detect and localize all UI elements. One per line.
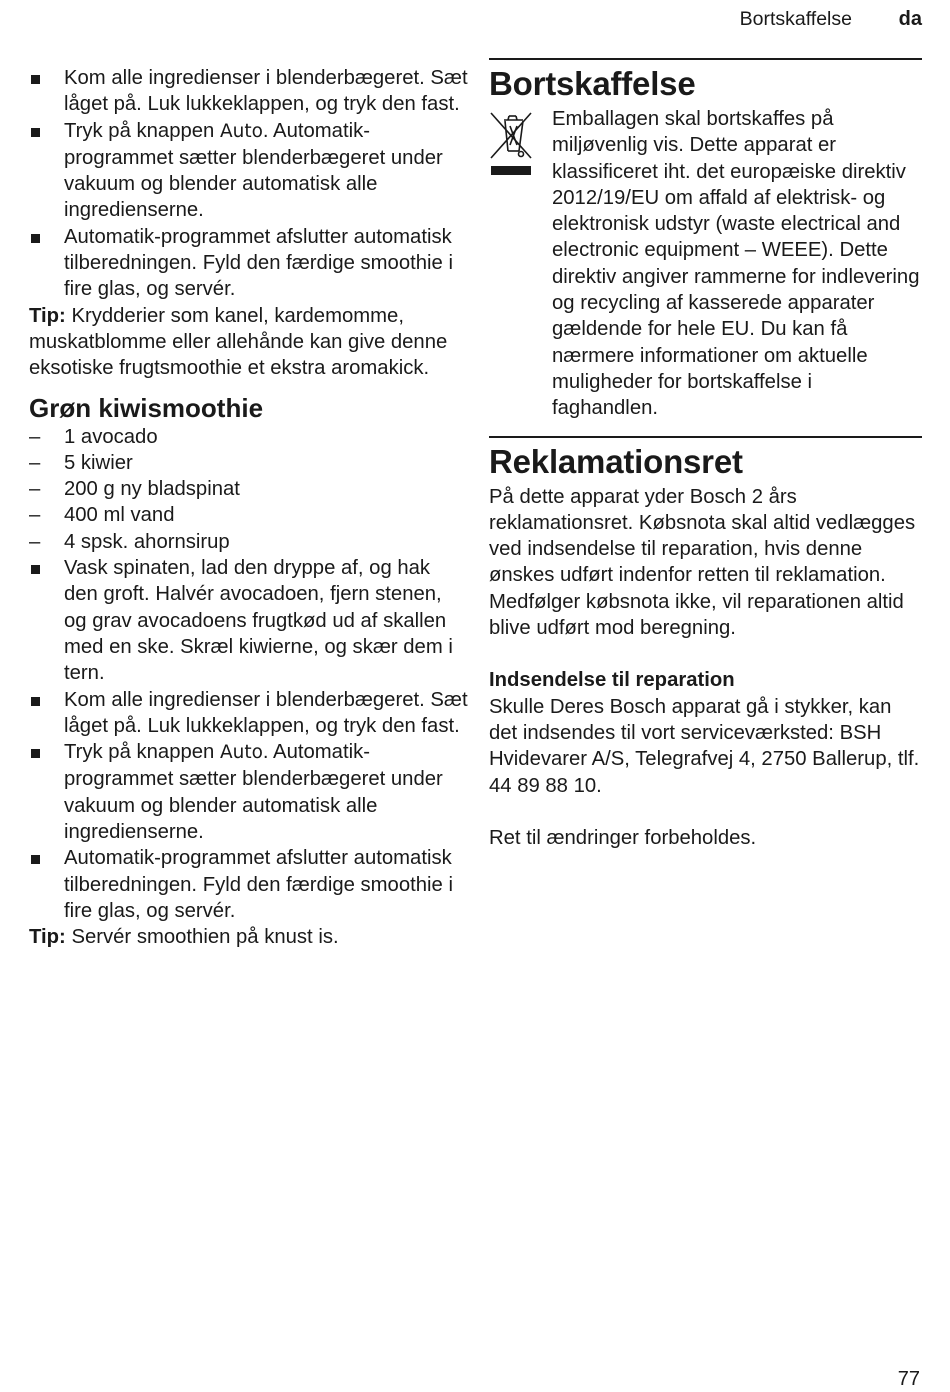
left-column [29,65,469,951]
tip-label: Tip: [29,926,66,949]
ingredient-item: – 4 spsk. ahornsirup [29,529,469,555]
disposal-block [489,106,922,422]
tip-label: Tip: [29,304,66,327]
disposal-text: Emballagen skal bortskaffes på miljøvenlig vis. Dette apparat er klassificeret iht. det europæiske direktiv 2012/19/EU om affald af elektrisk- og elektronisk udstyr (waste electrical and electronic equipment – WEEE). Dette direktiv angiver rammerne for indlevering og recycling af kasserede apparater gældende for hele EU. Du kan få nærmere informationer om aktuelle muligheder for bortskaffelse i faghandlen. [552,108,920,420]
running-header-section: Bortskaffelse [739,8,852,30]
ingredient-item: – 200 g ny bladspinat [29,476,469,502]
step-item-auto [29,118,469,224]
step-item: Vask spinaten, lad den dryppe af, og hak den groft. Halvér avocadoen, fjern stenen, og grav avocadoens frugtkød ud af skallen med en ske. Skræl kiwierne, og skær dem i tern. [29,555,469,686]
step-item: Kom alle ingredienser i blenderbægeret. Sæt låget på. Luk lukkeklappen, og tryk den fast. [29,687,469,740]
right-column [489,58,922,851]
step-text: Tryk på knappen [64,741,220,764]
ingredient-item: – 5 kiwier [29,450,469,476]
recipe-title: Grøn kiwismoothie [29,392,264,423]
ingredient-item: – 400 ml vand [29,502,469,528]
page-number: 77 [897,1368,920,1390]
auto-button-label: Auto [219,742,263,764]
warranty-text: På dette apparat yder Bosch 2 års reklamationsret. Købsnota skal altid vedlægges ved indsendelse til reparation, hvis denne ønskes udført indenfor retten til reklamation. Medfølger købsnota ikke, vil reparationen altid blive udført mod beregning. [489,485,916,640]
tip-paragraph [29,924,469,950]
section-rule [489,436,922,438]
disposal-title: Bortskaffelse [489,65,696,102]
step-item: Kom alle ingredienser i blenderbægeret. Sæt låget på. Luk lukkeklappen, og tryk den fast. [29,65,469,118]
step-text: . Automatik-programmet sætter blenderbægeret under vakuum og blender automatisk alle ingredienserne. [64,119,443,222]
tip-text: Krydderier som kanel, kardemomme, muskatblomme eller allehånde kan give denne eksotiske frugtsmoothie et ekstra aromakick. [29,304,448,380]
repair-heading: Indsendelse til reparation [489,669,735,692]
step-item: Automatik-programmet afslutter automatisk tilberedningen. Fyld den færdige smoothie i fire glas, og servér. [29,845,469,924]
warranty-title: Reklamationsret [489,442,743,480]
reserve-text: Ret til ændringer forbeholdes. [489,826,757,849]
tip-text: Servér smoothien på knust is. [65,926,339,949]
ingredient-item: – 1 avocado [29,424,469,450]
step-item: Automatik-programmet afslutter automatisk tilberedningen. Fyld den færdige smoothie i fire glas, og servér. [29,224,469,303]
step-item-auto [29,739,469,845]
tip-paragraph [29,303,469,382]
step-text: . Automatik-programmet sætter blenderbægeret under vakuum og blender automatisk alle ingredienserne. [64,741,443,844]
auto-button-label: Auto [219,120,263,142]
section-rule [489,58,922,60]
weee-crossed-bin-icon [489,110,533,180]
step-text: Tryk på knappen [64,119,220,142]
repair-text: Skulle Deres Bosch apparat gå i stykker, kan det indsendes til vort serviceværksted: BSH Hvidevarer A/S, Telegrafvej 4, 2750 Ballerup, tlf. 44 89 88 10. [489,695,920,797]
language-code: da [898,8,922,30]
